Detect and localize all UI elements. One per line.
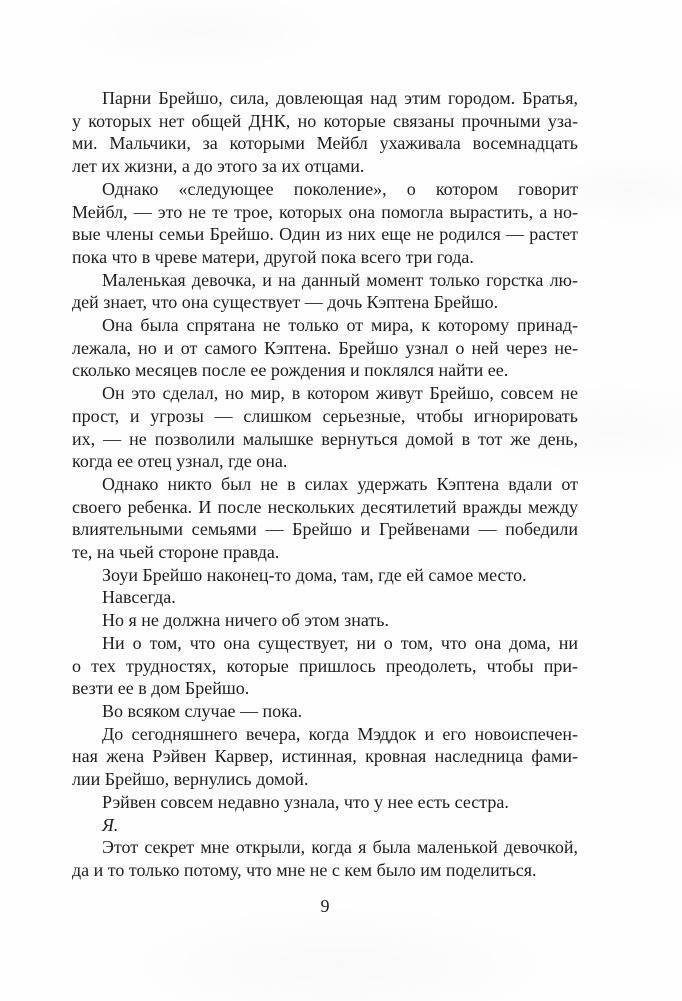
paragraph [72, 814, 578, 837]
text-line: Он это сделал, но мир, в котором живут Брейшо, совсем не [102, 383, 578, 404]
text-line: дей знает, что она существует — дочь Кэптена Брейшо. [72, 292, 499, 313]
text-line: о тех трудностях, которые пришлось преодолеть, чтобы при- [72, 655, 578, 676]
text-line: Но я не должна ничего об этом знать. [102, 610, 390, 631]
paragraph [72, 609, 578, 632]
text-line: Она была спрятана не только от мира, к которому принад- [102, 315, 578, 336]
text-line: Ни о том, что она существует, ни о том, что она дома, ни [102, 632, 578, 653]
text-block [72, 87, 578, 882]
paragraph [72, 791, 578, 814]
paragraph [72, 87, 578, 178]
text-line: их, — не позволили малышке вернуться домой в тот же день, [72, 428, 578, 449]
text-line: Маленькая девочка, и на данный момент только горстка лю- [102, 269, 578, 290]
text-line: прост, и угрозы — слишком серьезные, чтобы игнорировать [72, 405, 578, 426]
text-line: пока что в чреве матери, другой пока всего три года. [72, 246, 474, 267]
text-line: везти ее в дом Брейшо. [72, 678, 250, 699]
text-line: Навсегда. [102, 587, 176, 608]
paragraph [72, 586, 578, 609]
text-line: сколько месяцев после ее рождения и поклялся найти ее. [72, 360, 509, 381]
paragraph [72, 473, 578, 564]
paragraph [72, 178, 578, 269]
paragraph [72, 836, 578, 881]
text-line: Парни Брейшо, сила, довлеющая над этим городом. Братья, [102, 88, 578, 108]
text-line: Мейбл, — это не те трое, которых она помогла вырастить, а но- [72, 201, 578, 222]
text-line: лет их жизни, а до этого за их отцами. [72, 156, 365, 177]
text-line: у которых нет общей ДНК, но которые связаны прочными уза- [72, 110, 578, 131]
text-line: лии Брейшо, вернулись домой. [72, 769, 309, 790]
text-line: ми. Мальчики, за которыми Мейбл ухаживала восемнадцать [72, 133, 578, 154]
text-line: Этот секрет мне открыли, когда я была маленькой девочкой, [102, 837, 578, 858]
text-line: когда ее отец узнал, где она. [72, 451, 288, 472]
paragraph [72, 314, 578, 382]
text-line: Во всяком случае — пока. [102, 700, 303, 721]
paragraph [72, 382, 578, 473]
text-line: ная жена Рэйвен Карвер, истинная, кровная наследница фами- [72, 746, 578, 767]
text-line: да и то только потому, что мне не с кем было им поделиться. [72, 859, 537, 880]
text-line: лежала, но и от самого Кэптена. Брейшо узнал о ней через не- [72, 337, 578, 358]
text-line: своего ребенка. И после нескольких десятилетий вражды между [72, 496, 578, 517]
text-line: Однако никто был не в силах удержать Кэптена вдали от [102, 473, 578, 494]
paragraph [72, 632, 578, 700]
text-line: Рэйвен совсем недавно узнала, что у нее есть сестра. [102, 791, 509, 812]
page-number: 9 [320, 896, 330, 916]
text-line: вые члены семьи Брейшо. Один из них еще не родился — растет [72, 224, 578, 245]
text-line: те, на чьей стороне правда. [72, 542, 280, 563]
paragraph [72, 269, 578, 314]
text-line: До сегодняшнего вечера, когда Мэддок и его новоиспечен- [102, 723, 578, 744]
text-line: Однако «следующее поколение», о котором говорит [102, 178, 578, 199]
text-line: влиятельными семьями — Брейшо и Грейвенами — победили [72, 519, 578, 540]
text-line: Зоуи Брейшо наконец-то дома, там, где ей самое место. [102, 564, 527, 585]
text-line: Я. [102, 814, 119, 835]
paragraph [72, 564, 578, 587]
paragraph [72, 700, 578, 723]
paragraph [72, 723, 578, 791]
